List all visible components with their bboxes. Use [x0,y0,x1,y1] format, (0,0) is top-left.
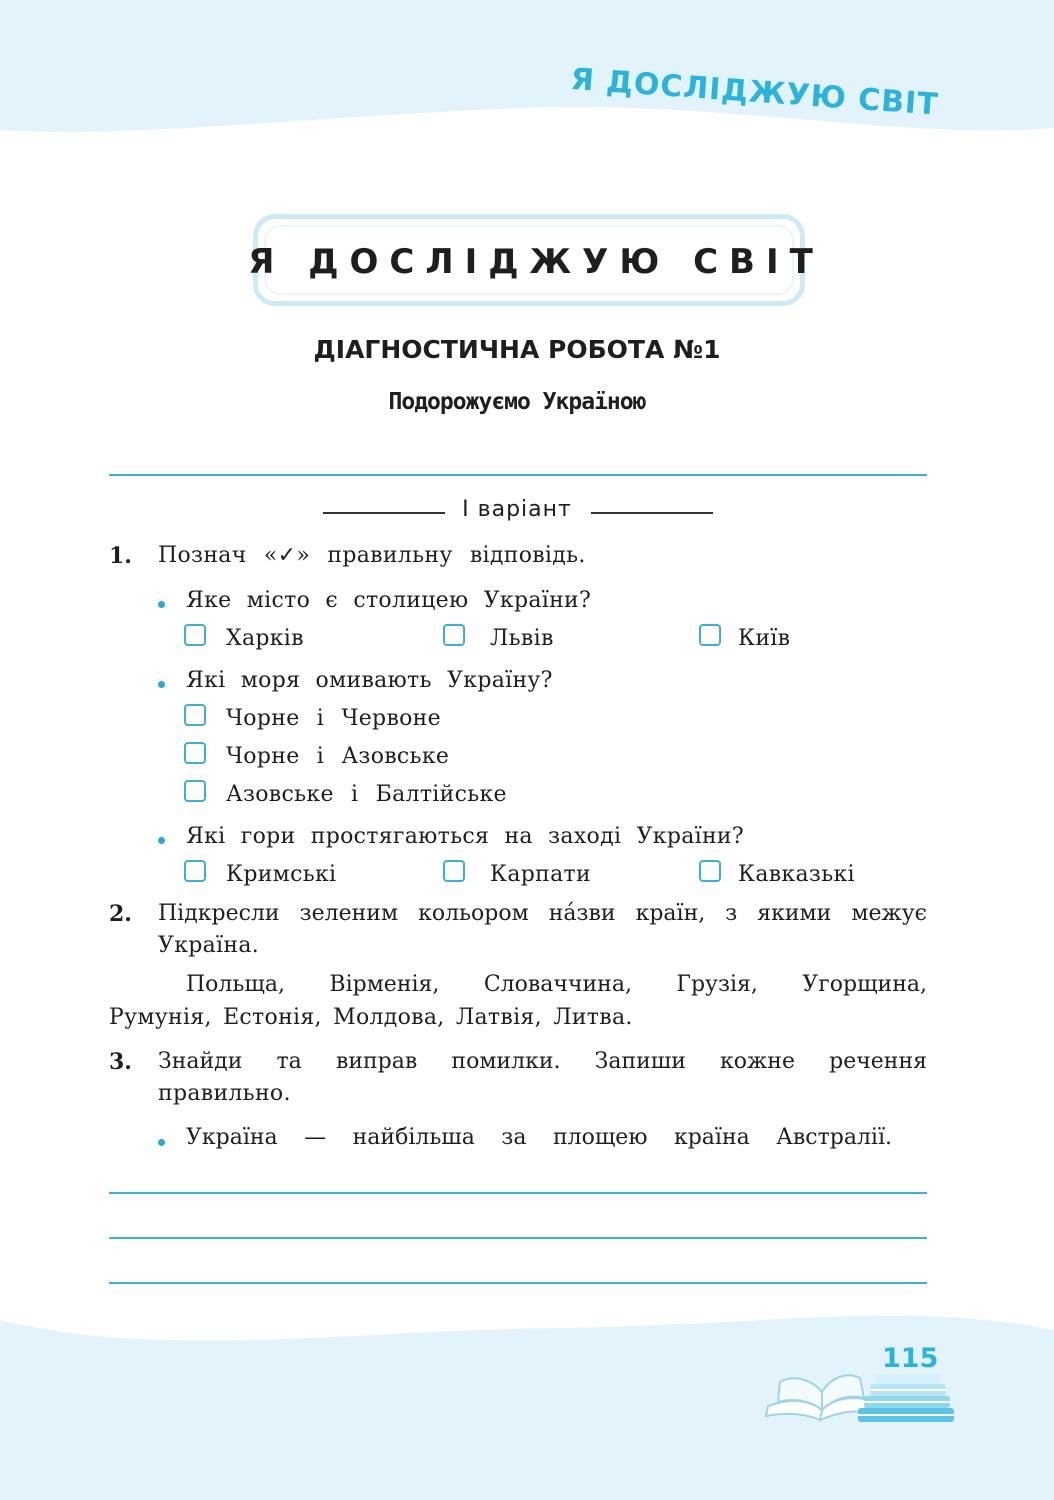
option-label: Львів [490,626,554,651]
variant-line-right [591,512,713,514]
books-icon [760,1362,965,1432]
answer-line[interactable] [109,1237,927,1239]
sentence-with-error: Україна — найбільша за площею країна Австралії. [186,1125,892,1150]
question-text: Яке місто є столицею України? [186,588,592,613]
checkbox[interactable] [699,624,721,646]
variant-label: I варіант [462,497,572,522]
option-label: Харків [226,626,304,651]
checkbox[interactable] [184,780,206,802]
task-number: 3. [109,1049,132,1075]
countries-list: Польща, Вірменія, Словаччина, Грузія, Угорщина, [186,972,927,997]
checkbox[interactable] [443,860,465,882]
checkbox[interactable] [699,860,721,882]
option-label: Чорне і Азовське [226,744,450,769]
bullet-icon [158,601,165,608]
task-text: Знайди та виправ помилки. Запиши кожне речення [158,1049,927,1074]
countries-list-continued: Румунія, Естонія, Молдова, Латвія, Литва. [109,1005,633,1030]
option-label: Карпати [490,862,591,887]
answer-line[interactable] [109,1192,927,1194]
page-title: Я ДОСЛІДЖУЮ СВІТ [248,242,824,282]
option-label: Кримські [226,862,337,887]
page-number: 115 [882,1343,939,1374]
topic-title: Подорожуємо Україною [388,389,646,415]
checkbox[interactable] [184,704,206,726]
option-label: Чорне і Червоне [226,706,441,731]
running-head: Я ДОСЛІДЖУЮ СВІТ [569,62,940,123]
bullet-icon [158,1139,165,1146]
option-label: Азовське і Балтійське [226,782,507,807]
bullet-icon [158,837,165,844]
task-number: 2. [109,901,132,927]
divider-rule [109,474,927,476]
checkbox[interactable] [184,860,206,882]
question-text: Які гори простягаються на заході України? [186,824,744,849]
option-label: Київ [738,626,791,651]
bullet-icon [158,681,165,688]
option-label: Кавказькі [738,862,855,887]
question-text: Які моря омивають Україну? [186,668,553,693]
task-text: Підкресли зеленим кольором на́зви країн, з якими межує [158,901,927,926]
checkbox[interactable] [184,742,206,764]
task-text-continued: Україна. [158,933,260,958]
checkbox[interactable] [443,624,465,646]
work-title: ДІАГНОСТИЧНА РОБОТА №1 [313,335,721,364]
answer-line[interactable] [109,1282,927,1284]
checkbox[interactable] [184,624,206,646]
task-text: Познач «✓» правильну відповідь. [158,543,586,568]
task-number: 1. [109,543,132,569]
task-text-continued: правильно. [158,1081,291,1106]
